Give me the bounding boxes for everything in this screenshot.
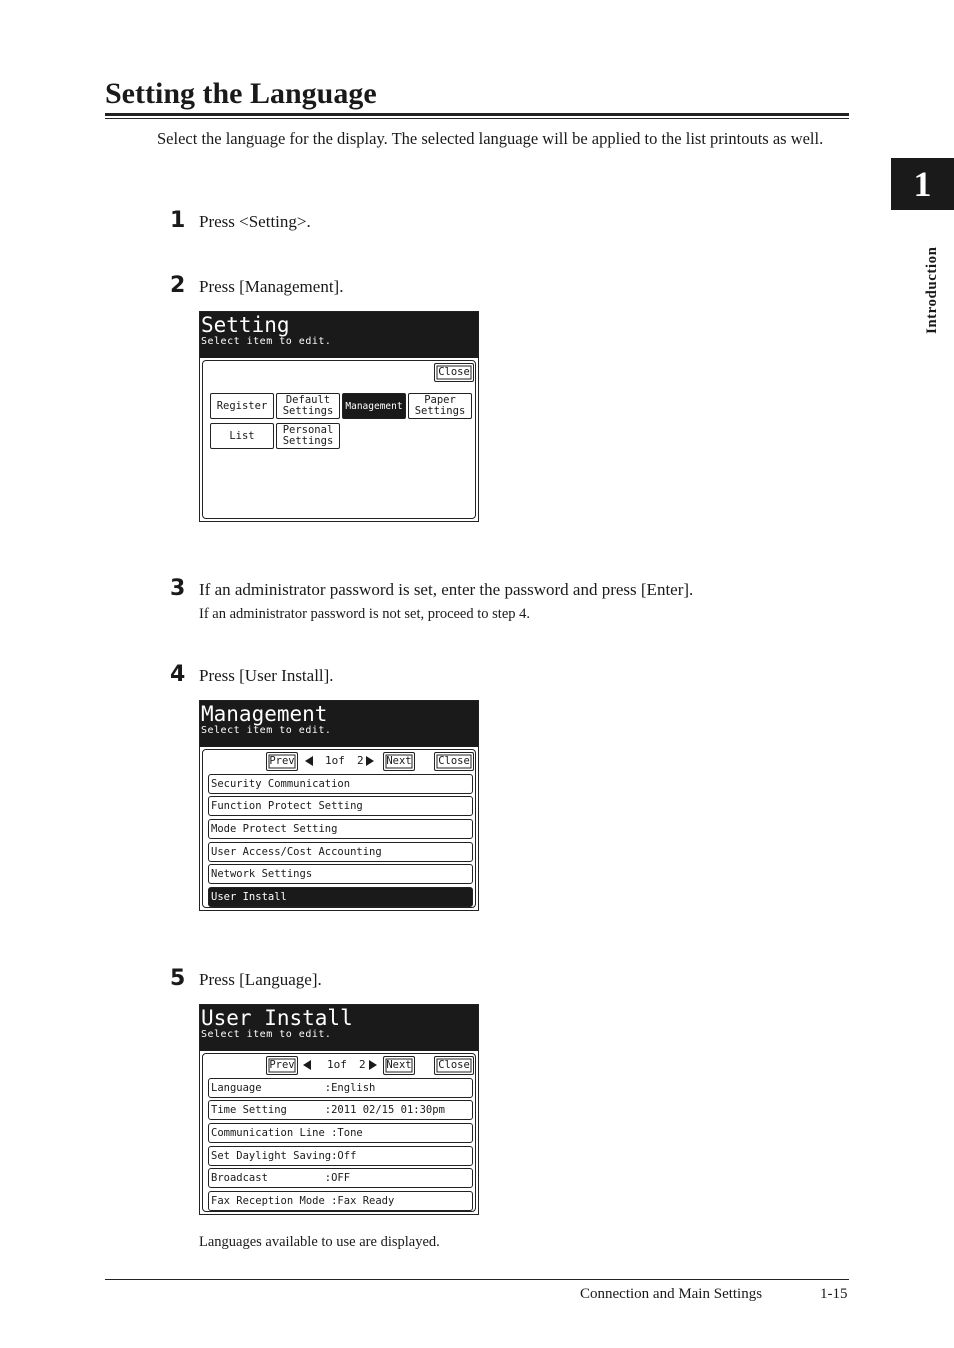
screen-caption: Languages available to use are displayed. bbox=[199, 1234, 440, 1250]
setting-screen bbox=[199, 311, 479, 522]
menu-row[interactable]: Function Protect Setting bbox=[208, 796, 473, 816]
title-rule bbox=[105, 113, 849, 116]
step-number: 1 bbox=[170, 208, 186, 233]
menu-row[interactable]: Mode Protect Setting bbox=[208, 819, 473, 839]
chapter-tab bbox=[891, 158, 954, 210]
prev-button[interactable]: Prev bbox=[266, 752, 298, 771]
arrow-right-icon bbox=[366, 756, 374, 766]
arrow-left-icon bbox=[303, 1060, 311, 1070]
step-text: Press [Language]. bbox=[199, 970, 322, 989]
close-button[interactable]: Close bbox=[434, 363, 474, 382]
language-row[interactable]: Language :English bbox=[208, 1078, 473, 1098]
footer-rule bbox=[105, 1279, 849, 1280]
screen-subtitle: Select item to edit. bbox=[201, 1029, 332, 1040]
step-text: Press [Management]. bbox=[199, 277, 344, 296]
screen-title: Management bbox=[201, 702, 328, 726]
management-screen bbox=[199, 700, 479, 911]
menu-row[interactable]: Fax Reception Mode :Fax Ready bbox=[208, 1191, 473, 1211]
step-text: If an administrator password is set, enter the password and press [Enter]. bbox=[199, 580, 694, 599]
menu-row[interactable]: Communication Line :Tone bbox=[208, 1123, 473, 1143]
step-text: Press <Setting>. bbox=[199, 212, 311, 231]
chapter-number: 1 bbox=[913, 164, 932, 204]
intro-paragraph: Select the language for the display. The selected language will be applied to the list printouts as well. bbox=[157, 129, 824, 148]
close-button[interactable]: Close bbox=[434, 1056, 474, 1075]
arrow-right-icon bbox=[369, 1060, 377, 1070]
menu-row[interactable]: User Access/Cost Accounting bbox=[208, 842, 473, 862]
step-number: 5 bbox=[170, 966, 186, 991]
page-total: 2 bbox=[357, 754, 364, 767]
management-button[interactable]: Management bbox=[342, 393, 406, 419]
menu-row[interactable]: Broadcast :OFF bbox=[208, 1168, 473, 1188]
screen-body bbox=[202, 360, 476, 519]
page-indicator: 1of bbox=[325, 754, 345, 767]
screen-header bbox=[200, 701, 478, 747]
screen-body bbox=[202, 749, 476, 908]
register-button[interactable]: Register bbox=[210, 393, 274, 419]
screen-body bbox=[202, 1053, 476, 1212]
menu-row[interactable]: Security Communication bbox=[208, 774, 473, 794]
screen-title: Setting bbox=[201, 313, 290, 337]
arrow-left-icon bbox=[305, 756, 313, 766]
menu-row[interactable]: Network Settings bbox=[208, 864, 473, 884]
chapter-side-label bbox=[910, 222, 940, 342]
user-install-row[interactable]: User Install bbox=[208, 887, 473, 907]
default-settings-button[interactable]: Default Settings bbox=[276, 393, 340, 419]
close-button[interactable]: Close bbox=[434, 752, 474, 771]
footer-section-title: Connection and Main Settings bbox=[580, 1286, 763, 1302]
step-text: Press [User Install]. bbox=[199, 666, 334, 685]
prev-button[interactable]: Prev bbox=[266, 1056, 298, 1075]
screen-title: User Install bbox=[201, 1006, 353, 1030]
next-button[interactable]: Next bbox=[383, 752, 415, 771]
screen-subtitle: Select item to edit. bbox=[201, 336, 332, 347]
menu-row[interactable]: Set Daylight Saving:Off bbox=[208, 1146, 473, 1166]
step-number: 2 bbox=[170, 273, 186, 298]
menu-row[interactable]: Time Setting :2011 02/15 01:30pm bbox=[208, 1100, 473, 1120]
list-button[interactable]: List bbox=[210, 423, 274, 449]
personal-settings-button[interactable]: Personal Settings bbox=[276, 423, 340, 449]
user-install-screen bbox=[199, 1004, 479, 1215]
screen-header bbox=[200, 1005, 478, 1051]
step-note: If an administrator password is not set, proceed to step 4. bbox=[199, 606, 531, 622]
step-number: 3 bbox=[170, 576, 186, 601]
paper-settings-button[interactable]: Paper Settings bbox=[408, 393, 472, 419]
chapter-label: Introduction bbox=[924, 246, 940, 334]
page-indicator: 1of bbox=[327, 1058, 347, 1071]
screen-subtitle: Select item to edit. bbox=[201, 725, 332, 736]
page-number: 1-15 bbox=[820, 1286, 848, 1302]
page-title: Setting the Language bbox=[105, 77, 377, 110]
next-button[interactable]: Next bbox=[383, 1056, 415, 1075]
screen-header bbox=[200, 312, 478, 358]
page-total: 2 bbox=[359, 1058, 366, 1071]
title-rule-thin bbox=[105, 118, 849, 119]
step-number: 4 bbox=[170, 662, 186, 687]
